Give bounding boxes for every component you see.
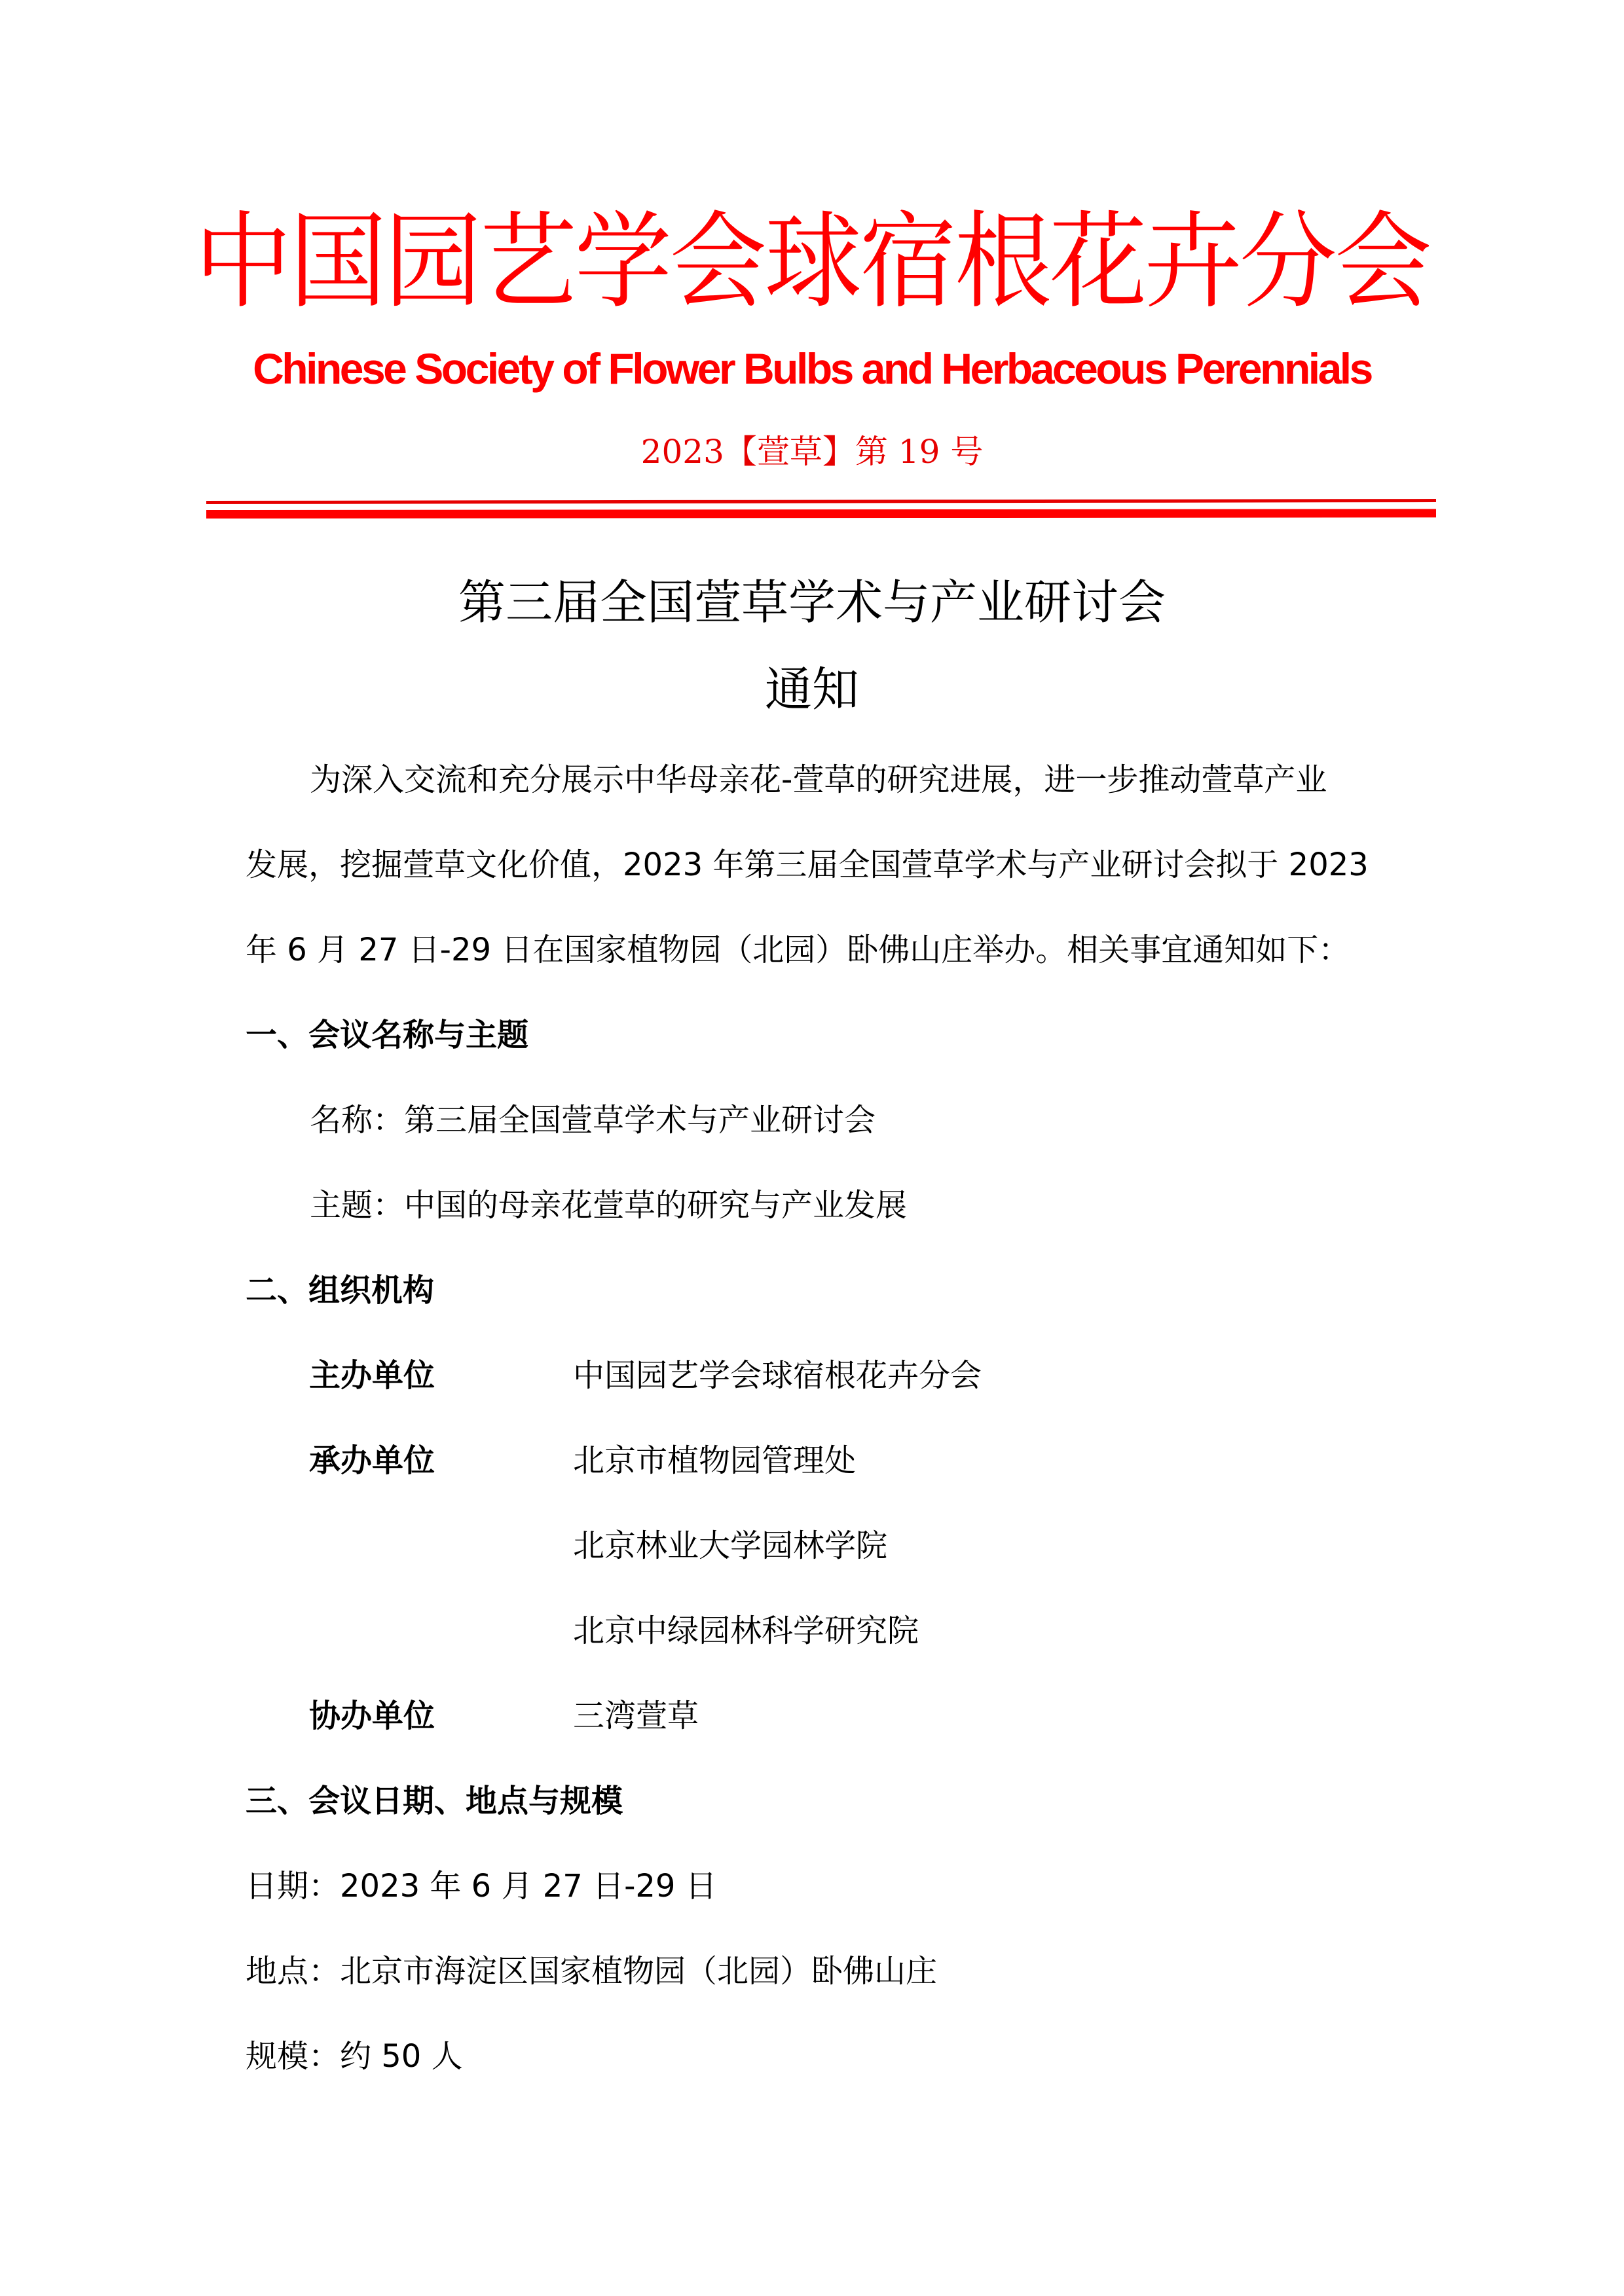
organizer-value-co-organizer: 三湾萱草: [573, 1698, 699, 1734]
organizer-value-undertaker-3: 北京中绿园林科学研究院: [573, 1613, 919, 1649]
section-heading-2: 二、组织机构: [246, 1272, 435, 1309]
organizer-label-undertaker: 承办单位: [309, 1442, 435, 1479]
document-subtitle: 通知: [764, 662, 859, 717]
intro-paragraph-line-3: 年 6 月 27 日-29 日在国家植物园（北园）卧佛山庄举办。相关事宜通知如下：: [246, 932, 1350, 968]
organizer-value-undertaker-2: 北京林业大学园林学院: [573, 1527, 888, 1564]
letterhead-divider-thin: [206, 499, 1436, 504]
letterhead-org-name-cn: 中国园艺学会球宿根花卉分会: [194, 200, 1430, 323]
letterhead-org-name-en: Chinese Society of Flower Bulbs and Herbaceous Perennials: [253, 344, 1371, 393]
meeting-date: 日期：2023 年 6 月 27 日-29 日: [246, 1868, 717, 1904]
intro-paragraph-line-1: 为深入交流和充分展示中华母亲花-萱草的研究进展，进一步推动萱草产业: [310, 761, 1327, 798]
meeting-theme: 主题：中国的母亲花萱草的研究与产业发展: [310, 1187, 908, 1224]
organizer-value-host: 中国园艺学会球宿根花卉分会: [573, 1357, 982, 1394]
organizer-label-host: 主办单位: [309, 1357, 435, 1394]
organizer-label-co-organizer: 协办单位: [309, 1698, 435, 1734]
organizer-value-undertaker-1: 北京市植物园管理处: [573, 1442, 857, 1479]
section-heading-1: 一、会议名称与主题: [246, 1017, 529, 1053]
document-title: 第三届全国萱草学术与产业研讨会: [458, 575, 1166, 630]
issue-number: 2023【萱草】第 19 号: [640, 433, 984, 471]
letterhead-divider-thick: [206, 509, 1436, 519]
meeting-name: 名称：第三届全国萱草学术与产业研讨会: [310, 1102, 876, 1139]
meeting-scale: 规模：约 50 人: [246, 2038, 463, 2075]
intro-paragraph-line-2: 发展，挖掘萱草文化价值，2023 年第三届全国萱草学术与产业研讨会拟于 2023: [246, 847, 1369, 883]
meeting-location: 地点：北京市海淀区国家植物园（北园）卧佛山庄: [246, 1953, 938, 1990]
section-heading-3: 三、会议日期、地点与规模: [246, 1783, 623, 1819]
